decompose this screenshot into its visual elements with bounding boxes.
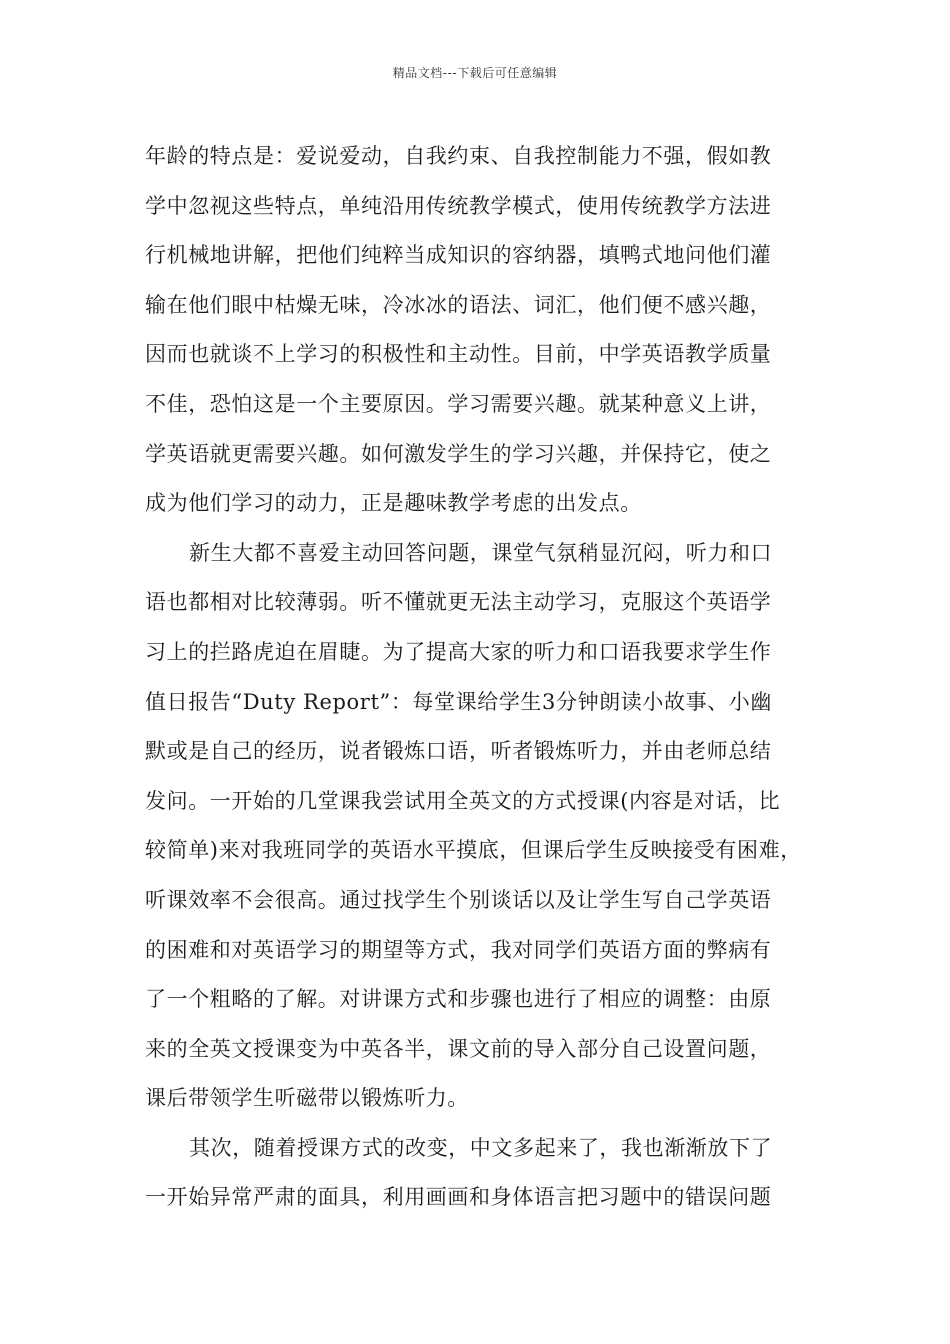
text-line: 学中忽视这些特点，单纯沿用传统教学模式，使用传统教学方法进 xyxy=(145,193,772,218)
text-line: 其次，随着授课方式的改变，中文多起来了，我也渐渐放下了 xyxy=(189,1135,773,1160)
text-line: 课后带领学生听磁带以锻炼听力。 xyxy=(145,1086,469,1111)
text-line: 新生大都不喜爱主动回答问题，课堂气氛稍显沉闷，听力和口 xyxy=(189,540,773,565)
text-line: 一开始异常严肃的面具，利用画画和身体语言把习题中的错误问题 xyxy=(145,1185,772,1210)
page-header: 精品文档---下载后可任意编辑 xyxy=(392,66,558,80)
text-line: 不佳，恐怕这是一个主要原因。学习需要兴趣。就某种意义上讲， xyxy=(145,391,772,416)
text-line: 了一个粗略的了解。对讲课方式和步骤也进行了相应的调整：由原 xyxy=(145,987,772,1012)
text-line: 学英语就更需要兴趣。如何激发学生的学习兴趣，并保持它，使之 xyxy=(145,441,772,466)
text-line: 行机械地讲解，把他们纯粹当成知识的容纳器，填鸭式地问他们灌 xyxy=(145,243,772,268)
text-line: 习上的拦路虎迫在眉睫。为了提高大家的听力和口语我要求学生作 xyxy=(145,639,772,664)
text-line: 值日报告“Duty Report”：每堂课给学生3分钟朗读小故事、小幽 xyxy=(145,689,772,714)
text-line: 发问。一开始的几堂课我尝试用全英文的方式授课(内容是对话，比 xyxy=(145,788,781,813)
text-line: 输在他们眼中枯燥无味，冷冰冰的语法、词汇，他们便不感兴趣， xyxy=(145,292,772,317)
paragraph-3 xyxy=(145,1124,811,1223)
document-body xyxy=(145,132,811,1223)
paragraph-2 xyxy=(145,529,811,1124)
text-line: 语也都相对比较薄弱。听不懂就更无法主动学习，克服这个英语学 xyxy=(145,590,772,615)
paragraph-1 xyxy=(145,132,811,529)
text-line: 因而也就谈不上学习的积极性和主动性。目前，中学英语教学质量 xyxy=(145,342,772,367)
text-line: 的困难和对英语学习的期望等方式，我对同学们英语方面的弊病有 xyxy=(145,937,772,962)
text-line: 来的全英文授课变为中英各半，课文前的导入部分自己设置问题， xyxy=(145,1036,772,1061)
text-line: 年龄的特点是：爱说爱动，自我约束、自我控制能力不强，假如教 xyxy=(145,144,772,168)
text-line: 默或是自己的经历，说者锻炼口语，听者锻炼听力，并由老师总结 xyxy=(145,739,772,764)
text-line: 听课效率不会很高。通过找学生个别谈话以及让学生写自己学英语 xyxy=(145,887,772,912)
text-line: 较简单)来对我班同学的英语水平摸底，但课后学生反映接受有困难， xyxy=(145,838,802,863)
text-line: 成为他们学习的动力，正是趣味教学考虑的出发点。 xyxy=(145,491,642,516)
